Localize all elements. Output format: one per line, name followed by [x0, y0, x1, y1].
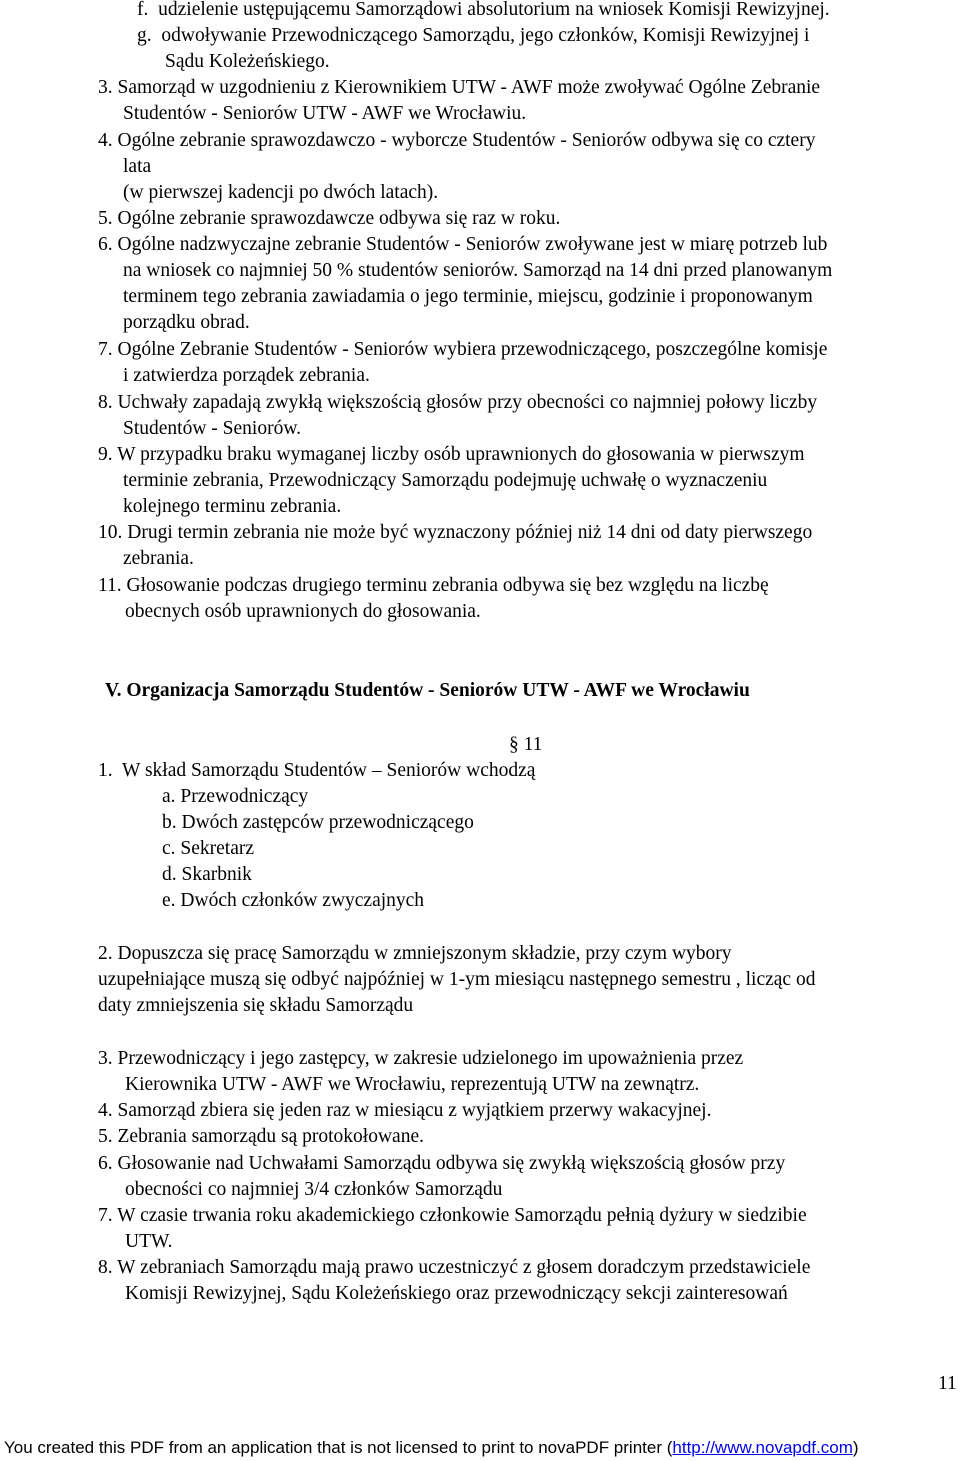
- paragraph-number: 5.: [98, 1126, 113, 1147]
- paragraph-text: Ogólne nadzwyczajne zebranie Studentów - Seniorów zwoływane jest w miarę potrzeb lub: [117, 234, 828, 255]
- list-marker: d.: [162, 864, 177, 885]
- paragraph-7-cont: i zatwierdza porządek zebrania.: [123, 365, 370, 386]
- novapdf-link[interactable]: http://www.novapdf.com: [672, 1438, 853, 1457]
- list-item: [162, 836, 254, 862]
- v-paragraph-8: [98, 1255, 810, 1281]
- paragraph-number: 4.: [98, 1100, 113, 1121]
- paragraph-text: Drugi termin zebrania nie może być wyznaczony później niż 14 dni od daty pierwszego: [127, 522, 813, 543]
- paragraph-number: 8.: [98, 392, 113, 413]
- paragraph-mark: § 11: [509, 734, 543, 755]
- paragraph-number: 6.: [98, 1153, 113, 1174]
- paragraph-number: 8.: [98, 1257, 113, 1278]
- v-paragraph-6: [98, 1151, 785, 1177]
- list-text: udzielenie ustępującemu Samorządowi absolutorium na wniosek Komisji Rewizyjnej.: [158, 0, 830, 20]
- v-paragraph-8-cont: Komisji Rewizyjnej, Sądu Koleżeńskiego oraz przewodniczący sekcji zainteresowań: [125, 1283, 788, 1304]
- list-text: Dwóch zastępców przewodniczącego: [181, 812, 474, 833]
- paragraph-number: 4.: [98, 130, 113, 151]
- paragraph-8-cont: Studentów - Seniorów.: [123, 418, 302, 439]
- v-paragraph-7-cont: UTW.: [125, 1231, 173, 1252]
- v-paragraph-4: [98, 1098, 711, 1124]
- paragraph-11-cont: obecnych osób uprawnionych do głosowania.: [125, 601, 481, 622]
- paragraph-text: W czasie trwania roku akademickiego członkowie Samorządu pełnią dyżury w siedzibie: [117, 1205, 807, 1226]
- paragraph-9-cont: kolejnego terminu zebrania.: [123, 496, 342, 517]
- list-item: [162, 784, 308, 810]
- paragraph-number: 1.: [98, 760, 113, 781]
- list-item-g: [137, 23, 809, 49]
- paragraph-4: [98, 128, 815, 154]
- section-heading: V. Organizacja Samorządu Studentów - Seniorów UTW - AWF we Wrocławiu: [105, 680, 750, 701]
- paragraph-number: 11.: [98, 575, 122, 596]
- list-marker: f.: [137, 0, 149, 20]
- paragraph-text: Uchwały zapadają zwykłą większością głosów przy obecności co najmniej połowy liczby: [117, 392, 818, 413]
- footer-text-end: ): [852, 1438, 859, 1457]
- paragraph-text: Przewodniczący i jego zastępcy, w zakresie udzielonego im upoważnienia przez: [117, 1048, 744, 1069]
- paragraph-text: Samorząd zbiera się jeden raz w miesiącu z wyjątkiem przerwy wakacyjnej.: [117, 1100, 712, 1121]
- paragraph-8: [98, 390, 817, 416]
- v-paragraph-7: [98, 1203, 807, 1229]
- v-paragraph-2: [98, 941, 732, 967]
- v-paragraph-1: [98, 758, 535, 784]
- paragraph-text: W zebraniach Samorządu mają prawo uczestniczyć z głosem doradczym przedstawiciele: [117, 1257, 811, 1278]
- list-marker: g.: [137, 25, 152, 46]
- list-marker: e.: [162, 890, 176, 911]
- list-marker: a.: [162, 786, 176, 807]
- paragraph-number: 3.: [98, 77, 113, 98]
- list-marker: b.: [162, 812, 177, 833]
- paragraph-4-cont: lata: [123, 156, 152, 177]
- paragraph-number: 9.: [98, 444, 113, 465]
- paragraph-text: W skład Samorządu Studentów – Seniorów wchodzą: [122, 760, 536, 781]
- paragraph-text: Samorząd w uzgodnieniu z Kierownikiem UTW - AWF może zwoływać Ogólne Zebranie: [117, 77, 821, 98]
- paragraph-text: Ogólne zebranie sprawozdawcze odbywa się raz w roku.: [117, 208, 561, 229]
- v-paragraph-2-cont: uzupełniające muszą się odbyć najpóźniej w 1-ym miesiącu następnego semestru , licząc od: [98, 969, 816, 990]
- paragraph-number: 7.: [98, 339, 113, 360]
- v-paragraph-6-cont: obecności co najmniej 3/4 członków Samorządu: [125, 1179, 503, 1200]
- paragraph-3: [98, 75, 820, 101]
- paragraph-text: Głosowanie podczas drugiego terminu zebrania odbywa się bez względu na liczbę: [126, 575, 769, 596]
- list-text: Przewodniczący: [180, 786, 309, 807]
- paragraph-3-cont: Studentów - Seniorów UTW - AWF we Wrocławiu.: [123, 103, 527, 124]
- list-marker: c.: [162, 838, 176, 859]
- list-item-f: [137, 0, 830, 23]
- paragraph-6-cont: na wniosek co najmniej 50 % studentów seniorów. Samorząd na 14 dni przed planowanym: [123, 260, 833, 281]
- list-item: [162, 862, 252, 888]
- paragraph-text: Dopuszcza się pracę Samorządu w zmniejszonym składzie, przy czym wybory: [117, 943, 732, 964]
- paragraph-6-cont: porządku obrad.: [123, 312, 250, 333]
- paragraph-number: 5.: [98, 208, 113, 229]
- list-item-g-cont: Sądu Koleżeńskiego.: [165, 51, 330, 72]
- paragraph-6: [98, 232, 827, 258]
- list-text: Sekretarz: [180, 838, 255, 859]
- paragraph-7: [98, 337, 827, 363]
- paragraph-text: W przypadku braku wymaganej liczby osób uprawnionych do głosowania w pierwszym: [117, 444, 805, 465]
- list-item: [162, 888, 424, 914]
- paragraph-9: [98, 442, 805, 468]
- paragraph-10: [98, 520, 812, 546]
- paragraph-11: [98, 573, 769, 599]
- paragraph-number: 3.: [98, 1048, 113, 1069]
- v-paragraph-2-cont: daty zmniejszenia się składu Samorządu: [98, 995, 414, 1016]
- v-paragraph-5: [98, 1124, 424, 1150]
- footer-text: You created this PDF from an application that is not licensed to print to novaPDF printer (: [4, 1438, 673, 1457]
- paragraph-4-cont: (w pierwszej kadencji po dwóch latach).: [123, 182, 439, 203]
- paragraph-9-cont: terminie zebrania, Przewodniczący Samorządu podejmuję uchwałę o wyznaczeniu: [123, 470, 768, 491]
- list-text: Skarbnik: [181, 864, 252, 885]
- list-item: [162, 810, 474, 836]
- v-paragraph-3: [98, 1046, 743, 1072]
- paragraph-6-cont: terminem tego zebrania zawiadamia o jego terminie, miejscu, godzinie i proponowanym: [123, 286, 813, 307]
- list-text: Dwóch członków zwyczajnych: [180, 890, 425, 911]
- page-number: 11: [938, 1373, 957, 1394]
- paragraph-10-cont: zebrania.: [123, 548, 194, 569]
- paragraph-text: Ogólne Zebranie Studentów - Seniorów wybiera przewodniczącego, poszczególne komisje: [117, 339, 828, 360]
- paragraph-number: 10.: [98, 522, 123, 543]
- list-text: odwoływanie Przewodniczącego Samorządu, jego członków, Komisji Rewizyjnej i: [161, 25, 810, 46]
- paragraph-text: Zebrania samorządu są protokołowane.: [117, 1126, 424, 1147]
- paragraph-number: 2.: [98, 943, 113, 964]
- v-paragraph-3-cont: Kierownika UTW - AWF we Wrocławiu, reprezentują UTW na zewnątrz.: [125, 1074, 700, 1095]
- paragraph-5: [98, 206, 560, 232]
- paragraph-number: 6.: [98, 234, 113, 255]
- paragraph-text: Głosowanie nad Uchwałami Samorządu odbywa się zwykłą większością głosów przy: [117, 1153, 786, 1174]
- paragraph-number: 7.: [98, 1205, 113, 1226]
- novapdf-footer: [4, 1435, 859, 1461]
- paragraph-text: Ogólne zebranie sprawozdawczo - wyborcze Studentów - Seniorów odbywa się co cztery: [117, 130, 816, 151]
